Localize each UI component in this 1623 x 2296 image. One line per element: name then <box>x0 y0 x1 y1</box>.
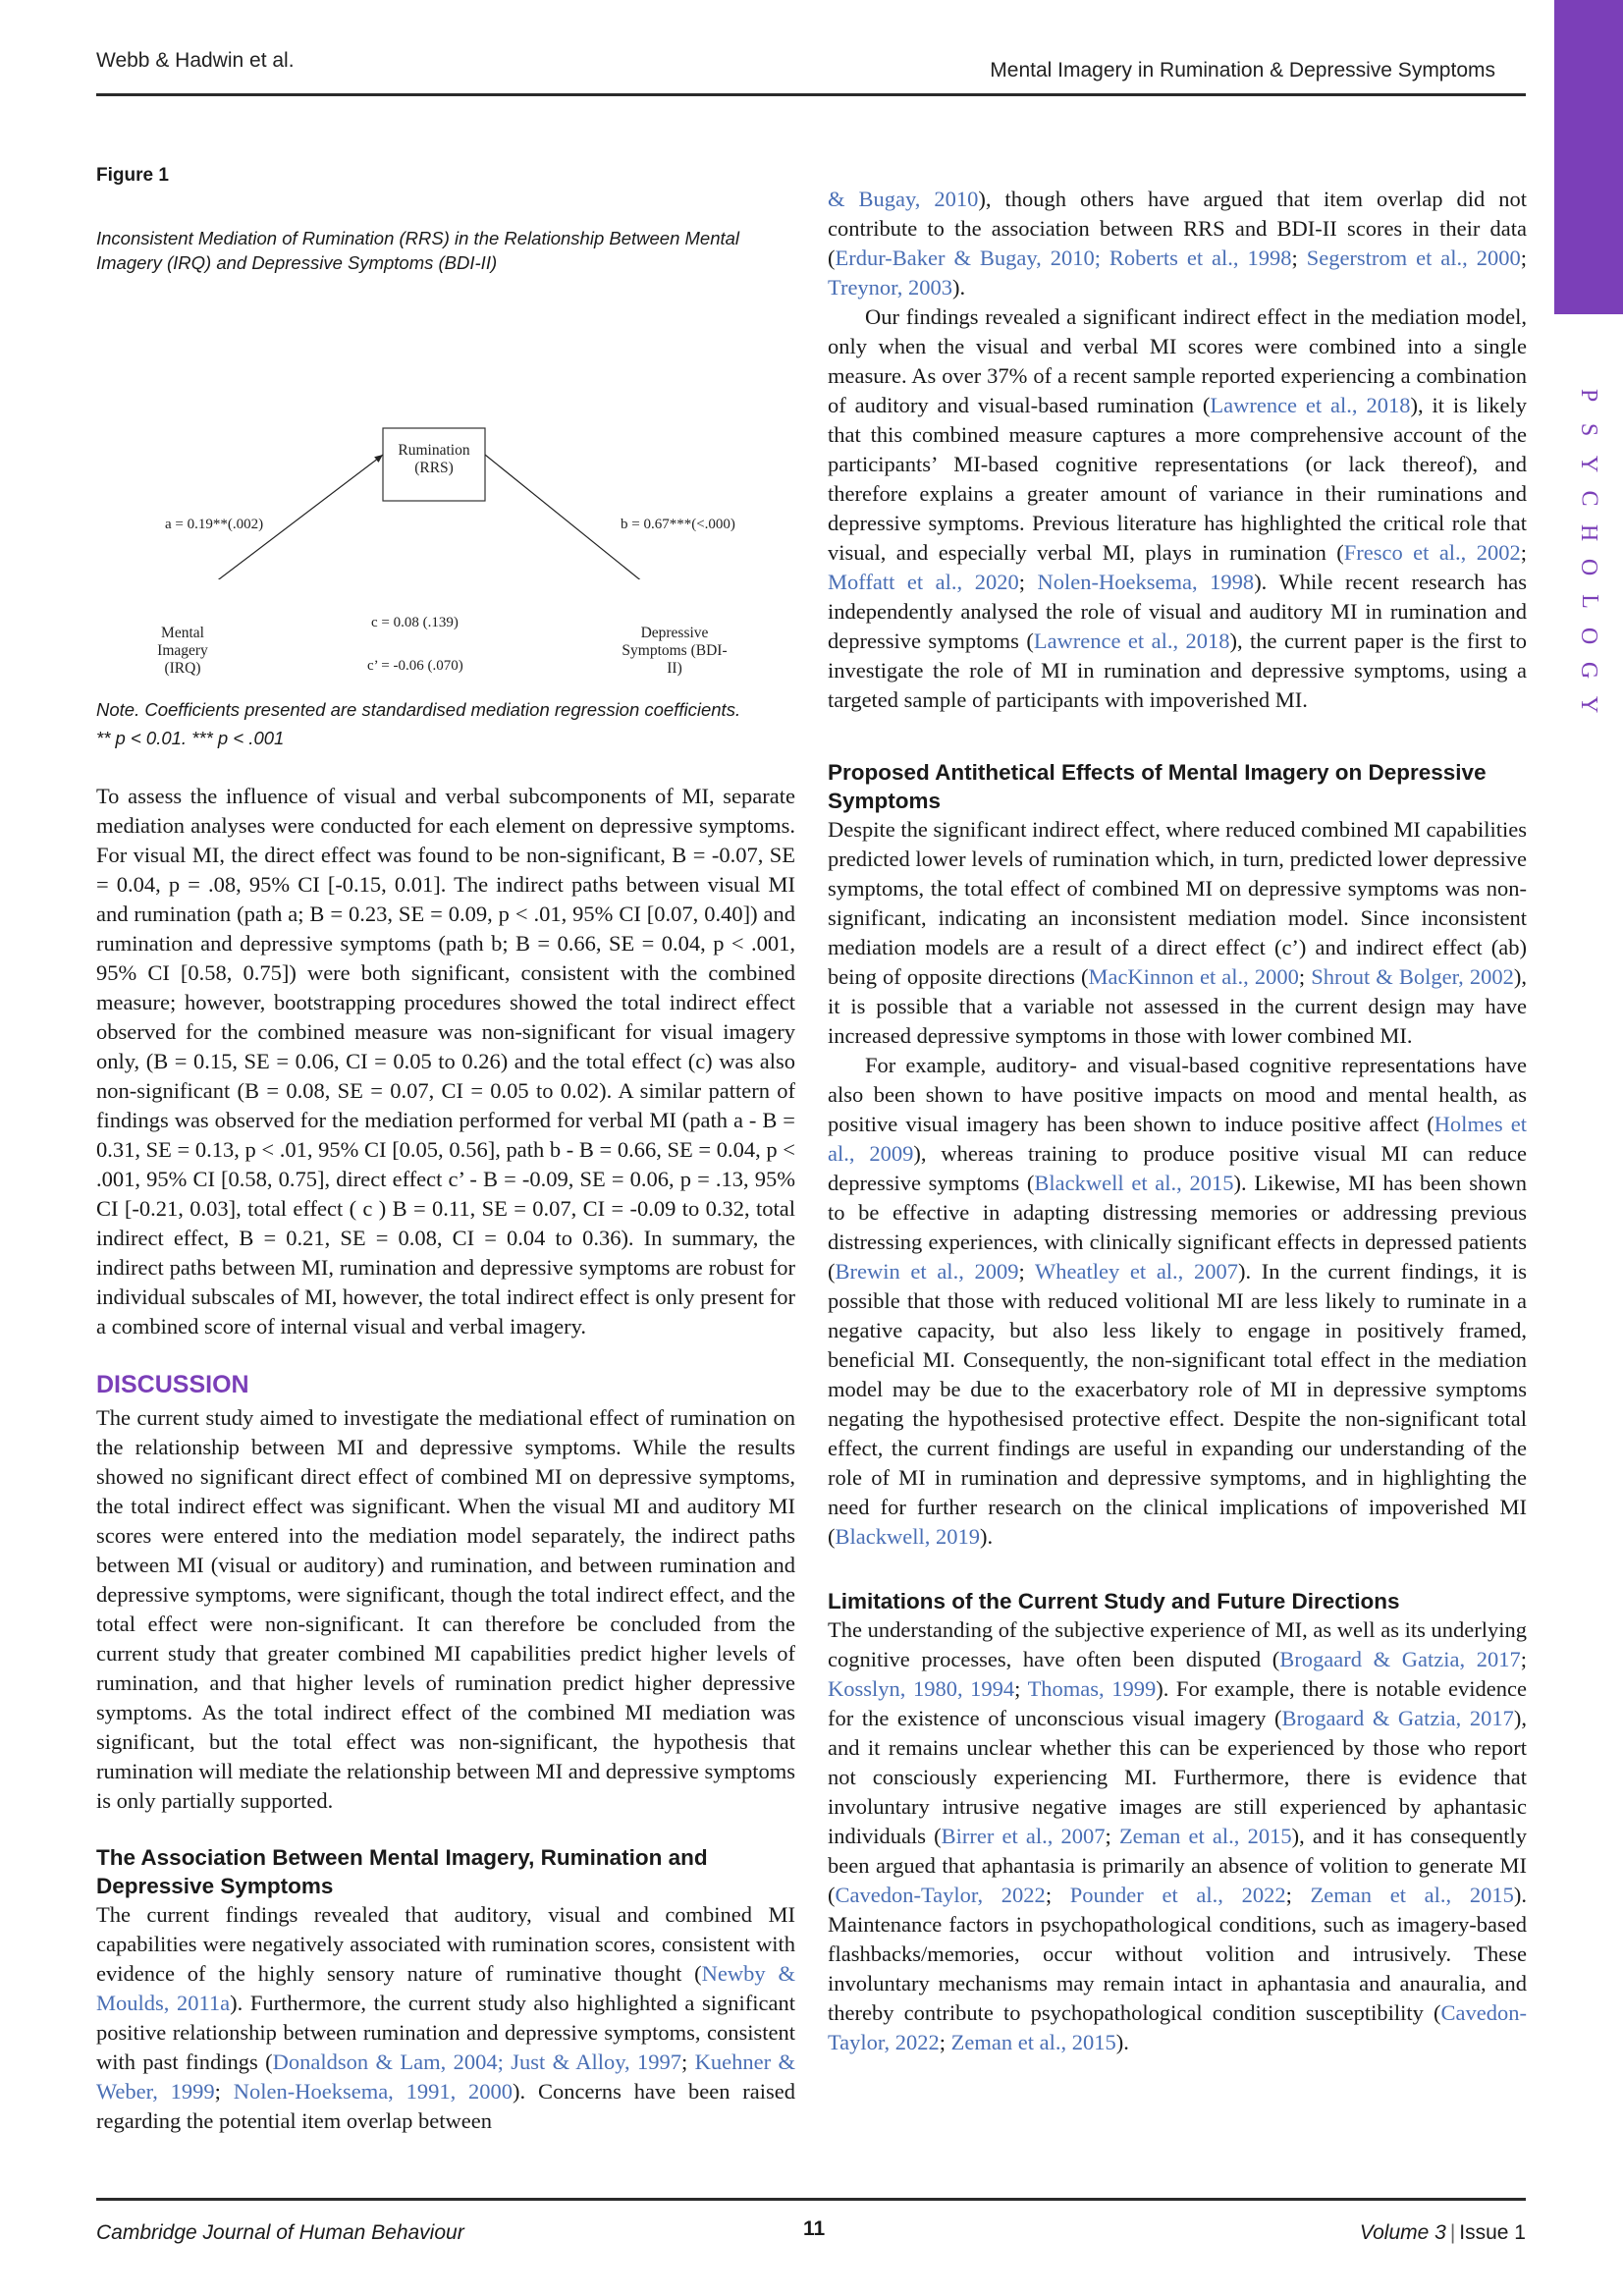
mediator-label-line2: (RRS) <box>414 460 454 476</box>
text-run: ). While recent research has independently analysed the role of visual and auditory MI in rumination and depressive symptoms ( <box>828 570 1527 653</box>
text-run: ; <box>1298 964 1312 989</box>
citation-link[interactable]: Erdur-Baker & Bugay, 2010; Roberts et al., 1998 <box>835 246 1292 270</box>
text-run: ), and it remains unclear whether this can be experienced by those who report not consciously experiencing MI. Furthermore, there is evidence that involuntary intrusive negative images are still experienced by aphantasic individuals ( <box>828 1706 1527 1848</box>
citation-link[interactable]: Blackwell et al., 2015 <box>1034 1171 1234 1195</box>
mediation-diagram <box>96 295 795 677</box>
footer-volume-issue <box>1360 2221 1526 2245</box>
citation-link[interactable]: Treynor, 2003 <box>828 275 953 300</box>
path-c-label: c = 0.08 (.139) <box>371 615 459 630</box>
citation-link[interactable]: Pounder et al., 2022 <box>1069 1883 1286 1907</box>
text-run: For example, auditory- and visual-based cognitive representations have also been shown to have positive impacts on mood and mental health, as positive visual imagery has been shown to induce positive affect ( <box>828 1053 1527 1136</box>
outcome-label-line1: Depressive <box>640 625 709 641</box>
mediator-label-line1: Rumination <box>398 442 470 459</box>
footer-issue: Issue 1 <box>1459 2221 1526 2244</box>
citation-link[interactable]: Zeman et al., 2015 <box>950 2030 1116 2054</box>
text-run: ), it is likely that this combined measure captures a more comprehensive account of the participants’ MI-based cognitive representations (or lack thereof), and therefore explains a greater amount of variance in their ruminations and depressive symptoms. Previous literature has highlighted the critical role that visual, and especially verbal MI, plays in rumination ( <box>828 393 1527 565</box>
text-run: ; <box>214 2079 234 2104</box>
text-run: ; <box>1285 1883 1311 1907</box>
page-number: 11 <box>803 2217 826 2240</box>
path-c-prime-label: c’ = -0.06 (.070) <box>367 658 463 674</box>
association-paragraph <box>96 1900 795 2136</box>
example-paragraph <box>828 1051 1527 1552</box>
citation-link[interactable]: Kuehner & Weber, 1999 <box>96 2050 795 2104</box>
section-label-letter: Y <box>1576 455 1602 473</box>
text-run: ; <box>681 2050 695 2074</box>
citation-link[interactable]: Birrer et al., 2007 <box>941 1824 1106 1848</box>
text-run: ). <box>979 1524 994 1549</box>
citation-link[interactable]: Zeman et al., 2015 <box>1118 1824 1292 1848</box>
citation-link[interactable]: Cavedon-Taylor, 2022 <box>828 2000 1527 2054</box>
citation-link[interactable]: Wheatley et al., 2007 <box>1035 1259 1238 1284</box>
citation-link[interactable]: MacKinnon et al., 2000 <box>1088 964 1299 989</box>
text-run: ; <box>1105 1824 1119 1848</box>
discussion-paragraph: The current study aimed to investigate the mediational effect of rumination on the relationship between MI and depressive symptoms. While the results showed no significant direct effect of combined MI on depressive symptoms, the total indirect effect was significant. When the visual MI and auditory MI scores were entered into the mediation model separately, the indirect paths between MI (visual or auditory) and rumination, and between rumination and depressive symptoms, were significant, though the total indirect effect, and the total effect were non-significant. It can therefore be concluded from the current study that greater combined MI capabilities predict higher levels of rumination, and that higher levels of rumination predict higher depressive symptoms. As the total indirect effect of the combined MI mediation was significant, but the total effect was non-significant, the hypothesis that rumination will mediate the relationship between MI and depressive symptoms is only partially supported. <box>96 1405 795 1813</box>
figure-note-line2: ** p < 0.01. *** p < .001 <box>96 728 285 748</box>
text-run: ). Concerns have been raised regarding the potential item overlap between <box>96 2079 795 2133</box>
citation-link[interactable]: Brewin et al., 2009 <box>835 1259 1019 1284</box>
citation-link[interactable]: Fresco et al., 2002 <box>1343 540 1521 565</box>
text-run: Our findings revealed a significant indirect effect in the mediation model, only when the visual and verbal MI scores were combined into a single measure. As over 37% of a recent sample reported experiencing a combination of auditory and visual-based rumination ( <box>828 304 1527 417</box>
section-label-letter: C <box>1576 490 1602 507</box>
discussion-heading: DISCUSSION <box>96 1371 249 1398</box>
text-run: ), it is possible that a variable not assessed in the current design may have increased depressive symptoms in those with lower combined MI. <box>828 964 1527 1048</box>
text-run: ). In the current findings, it is possible that those with reduced volitional MI are less likely to ruminate in a negative capacity, but also less likely to engage in positively framed, beneficial MI. Consequently, the non-significant total effect in the mediation model may be due to the exacerbatory role of MI in depressive symptoms negating the hypothesised protective effect. Despite the non-significant total effect, the current findings are useful in expanding our understanding of the role of MI in rumination and depressive symptoms, and in highlighting the need for further research on the clinical implications of impoverished MI ( <box>828 1259 1527 1549</box>
section-label-letter: O <box>1576 627 1602 645</box>
figure-note-line1: Note. Coefficients presented are standardised mediation regression coefficients. <box>96 699 741 720</box>
footer-separator: | <box>1449 2221 1456 2244</box>
antithetical-heading: Proposed Antithetical Effects of Mental Imagery on Depressive Symptoms <box>828 760 1487 813</box>
section-label-letter: G <box>1576 661 1602 680</box>
text-run: ), though others have argued that item overlap did not contribute to the association between RRS and BDI-II scores in their data ( <box>828 187 1527 270</box>
text-run: The understanding of the subjective experience of MI, as well as its underlying cognitive processes, have often been disputed ( <box>828 1617 1527 1671</box>
section-color-band <box>1554 0 1623 314</box>
citation-link[interactable]: Donaldson & Lam, 2004; Just & Alloy, 1997 <box>272 2050 682 2074</box>
citation-link[interactable]: Moffatt et al., 2020 <box>828 570 1019 594</box>
text-run: ), whereas training to produce positive visual MI can reduce depressive symptoms ( <box>828 1141 1527 1195</box>
limitations-heading: Limitations of the Current Study and Future Directions <box>828 1589 1400 1613</box>
results-paragraph-subcomponents: To assess the influence of visual and verbal subcomponents of MI, separate mediation analyses were conducted for each element on depressive symptoms. For visual MI, the direct effect was found to be non-significant, B = -0.07, SE = 0.04, p = .08, 95% CI [-0.15, 0.01]. The indirect paths between visual MI and rumination (path a; B = 0.23, SE = 0.09, p < .01, 95% CI [0.07, 0.40]) and rumination and depressive symptoms (path b; B = 0.66, SE = 0.04, p < .001, 95% CI [0.58, 0.75]) were both significant, consistent with the combined measure; however, bootstrapping procedures showed the total indirect effect observed for the combined measure was non-significant for visual imagery only, (B = 0.15, SE = 0.06, CI = 0.05 to 0.26) and the total effect (c) was also non-significant (B = 0.08, SE = 0.07, CI = 0.05 to 0.02). A similar pattern of findings was observed for the mediation performed for verbal MI (path a - B = 0.31, SE = 0.13, p < .01, 95% CI [0.05, 0.56], path b - B = 0.66, SE = 0.04, p < .001, 95% CI [0.58, 0.75], direct effect c’ - B = -0.09, SE = 0.06, p = .13, 95% CI [-0.21, 0.03], total effect ( c ) B = 0.11, SE = 0.07, CI = -0.09 to 0.32, total indirect effect, B = 0.21, SE = 0.08, CI = 0.04 to 0.36). In summary, the indirect paths between MI, rumination and depressive symptoms are robust for individual subscales of MI, however, the total indirect effect is only present for a combined score of internal visual and verbal imagery. <box>96 784 795 1339</box>
citation-link[interactable]: Holmes et al., 2009 <box>828 1112 1527 1166</box>
header-rule <box>96 93 1526 96</box>
footer-journal-name: Cambridge Journal of Human Behaviour <box>96 2221 464 2244</box>
limitations-paragraph <box>828 1615 1527 2057</box>
citation-link[interactable]: Newby & Moulds, 2011a <box>96 1961 795 2015</box>
text-run: ). For example, there is notable evidence for the existence of unconscious visual imagery ( <box>828 1676 1527 1730</box>
section-label-letter: Y <box>1576 695 1602 714</box>
citation-link[interactable]: Segerstrom et al., 2000 <box>1306 246 1521 270</box>
citation-link[interactable]: Shrout & Bolger, 2002 <box>1311 964 1514 989</box>
citation-link[interactable]: & Bugay, 2010 <box>828 187 979 211</box>
footer-volume: Volume 3 <box>1359 2221 1446 2244</box>
path-a-label: a = 0.19**(.002) <box>165 517 264 532</box>
text-run: The current findings revealed that auditory, visual and combined MI capabilities were negatively associated with rumination scores, consistent with evidence of the highly sensory nature of ruminative thought ( <box>96 1902 795 1986</box>
right-column <box>828 185 1527 2057</box>
figure-note <box>96 695 795 752</box>
findings-paragraph <box>828 302 1527 715</box>
left-column <box>96 165 795 2136</box>
citation-link[interactable]: Lawrence et al., 2018 <box>1210 393 1411 417</box>
running-header-title: Mental Imagery in Rumination & Depressive Symptoms <box>990 59 1495 82</box>
citation-link[interactable]: Brogaard & Gatzia, 2017 <box>1281 1706 1514 1730</box>
citation-link[interactable]: Nolen-Hoeksema, 1998 <box>1037 570 1255 594</box>
continued-paragraph <box>828 185 1527 302</box>
text-run: ). Maintenance factors in psychopathological conditions, such as imagery-based flashbacks/memories, occur without volition and intrusively. These involuntary mechanisms may remain intact in aphantasia and anauralia, and thereby contribute to psychopathological condition susceptibility ( <box>828 1883 1527 2025</box>
text-run: ). <box>1115 2030 1129 2054</box>
text-run: Despite the significant indirect effect, where reduced combined MI capabilities predicted lower levels of rumination which, in turn, predicted lower depressive symptoms, the total effect of combined MI on depressive symptoms was non-significant, indicating an inconsistent mediation model. Since inconsistent mediation models are a result of a direct effect (c’) and indirect effect (ab) being of opposite directions ( <box>828 817 1527 989</box>
antithetical-paragraph <box>828 815 1527 1051</box>
citation-link[interactable]: Cavedon-Taylor, 2022 <box>835 1883 1046 1907</box>
section-label-psychology <box>1554 378 1623 722</box>
text-run: ; <box>1520 540 1527 565</box>
text-run: ), and it has consequently been argued that aphantasia is primarily an absence of volition to generate MI ( <box>828 1824 1527 1907</box>
section-label-letter: L <box>1576 594 1602 609</box>
citation-link[interactable]: Brogaard & Gatzia, 2017 <box>1279 1647 1521 1671</box>
citation-link[interactable]: Blackwell, 2019 <box>835 1524 980 1549</box>
section-label-letter: P <box>1576 388 1602 403</box>
text-run: ; <box>1045 1883 1070 1907</box>
text-run: ; <box>939 2030 951 2054</box>
citation-link[interactable]: Lawrence et al., 2018 <box>1033 629 1230 653</box>
citation-link[interactable]: Thomas, 1999 <box>1027 1676 1157 1701</box>
path-b-label: b = 0.67***(<.000) <box>621 517 735 532</box>
text-run: ; <box>1018 1259 1036 1284</box>
section-label-letter: O <box>1576 558 1602 576</box>
text-run: ; <box>1018 570 1038 594</box>
text-run: ). <box>952 275 966 300</box>
mediation-diagram-svg <box>96 295 795 579</box>
footer-rule <box>96 2198 1526 2201</box>
citation-link[interactable]: Nolen-Hoeksema, 1991, 2000 <box>233 2079 514 2104</box>
text-run: ; <box>1291 246 1307 270</box>
predictor-label-line2: (IRQ) <box>164 660 201 677</box>
text-run: ; <box>1520 1647 1527 1671</box>
citation-link[interactable]: Zeman et al., 2015 <box>1310 1883 1514 1907</box>
text-run: ), the current paper is the first to investigate the role of MI in rumination and depressive symptoms, using a targeted sample of participants with impoverished MI. <box>828 629 1527 712</box>
predictor-label-line1: Mental Imagery <box>157 625 208 659</box>
citation-link[interactable]: Kosslyn, 1980, 1994 <box>828 1676 1015 1701</box>
figure-caption: Inconsistent Mediation of Rumination (RRS) in the Relationship Between Mental Imagery (IRQ) and Depressive Symptoms (BDI-II) <box>96 228 740 273</box>
text-run: ; <box>1014 1676 1028 1701</box>
association-heading: The Association Between Mental Imagery, Rumination and Depressive Symptoms <box>96 1845 708 1898</box>
section-label-letter: S <box>1576 422 1602 437</box>
text-run: ). Likewise, MI has been shown to be effective in adapting distressing memories or addressing previous distressing experiences, with clinically significant effects in depressed patients ( <box>828 1171 1527 1284</box>
figure-label: Figure 1 <box>96 165 169 186</box>
outcome-label-line2: Symptoms (BDI-II) <box>622 642 728 677</box>
text-run: ). Furthermore, the current study also highlighted a significant positive relationship between rumination and depressive symptoms, consistent with past findings ( <box>96 1991 795 2074</box>
running-header-authors: Webb & Hadwin et al. <box>96 49 295 72</box>
text-run: ; <box>1520 246 1527 270</box>
section-label-letter: H <box>1576 523 1602 542</box>
